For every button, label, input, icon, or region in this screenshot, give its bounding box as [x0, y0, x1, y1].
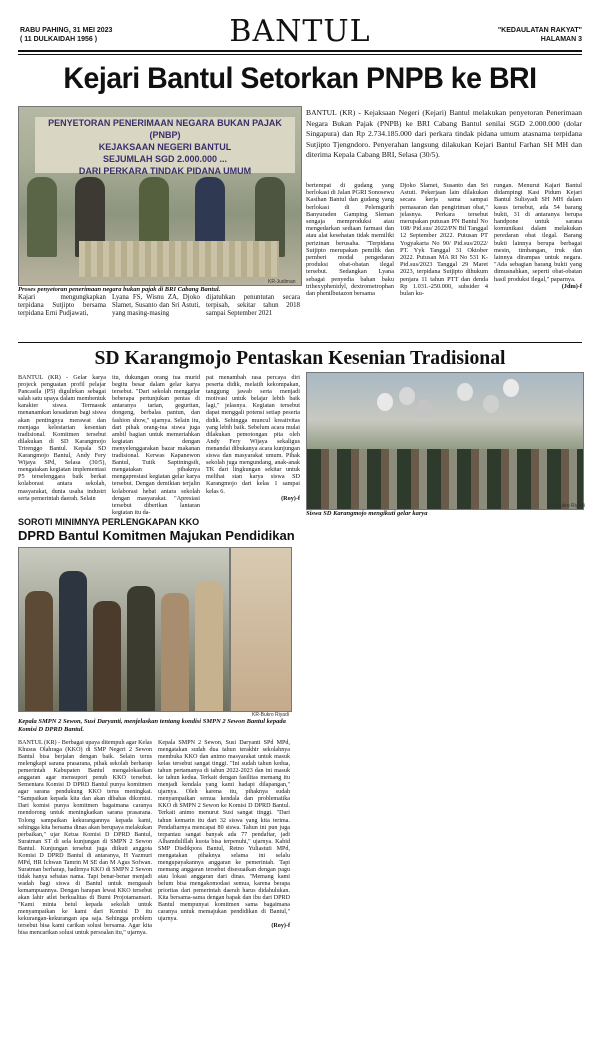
article1-lead-text: BANTUL (KR) - Kejaksaan Negeri (Kejari) Bantul melakukan penyetoran Penerimaan Negara Bukan Pajak (PNPB) ke BRI Cabang Bantul senilai SGD 2.000.000 (dolar Singapura) dan Rp 2.734.185.000 dari perkara tindak pidana umum atasnama terpidana Sutjipto Tjengndoro. Penyerahan langsung dilakukan Kejari Bantul Farhan SH MH dan diterima Kepala Cabang BRI, Selasa (30/5).: [306, 108, 582, 159]
photo-crowd: [307, 449, 583, 509]
article2-sign: (Roy)-f: [281, 494, 300, 502]
photo-person: [161, 593, 189, 711]
photo-person: [93, 601, 121, 711]
article3-sign: (Roy)-f: [271, 923, 290, 930]
article1-col2-text: Lyana FS, Wisnu ZA, Djoko Slamet, Susanto dan Sri Astuti, yang masing-masing: [112, 294, 200, 318]
photo-dprd-visit: [18, 547, 230, 712]
issue-date-hijri: ( 11 DULKAIDAH 1956 ): [20, 36, 98, 43]
article1-col3: [206, 294, 300, 318]
photo-person: [127, 586, 155, 711]
paper-name: "KEDAULATAN RAKYAT": [497, 27, 582, 34]
article1-col6-text: rungan. Menurut Kajari Bantul didampingi Kasi Pidum Kejari Bantul Sulisyadi SH MH dalam kasus tersebut, ada 54 barang bukti, 31 di antaranya berupa handpone untuk sarana komunikasi dalam melakukan peredaran obat ilegal. Barang bukti lainnya berupa berbagai mesin, timbangan, truk dan lainnya dirampas untuk negara. "Ada sebagian barang bukti yang dimusnahkan, seperti obat-obatan hasil produksi ilegal," paparnya.: [494, 182, 582, 283]
photo-credit-sd: KR-Bukro Riyadi: [548, 503, 585, 509]
article1-col6: [494, 182, 582, 290]
photo-balloon: [377, 393, 393, 411]
photo-banner-line: SEJUMLAH SGD 2.000.000 ...: [102, 154, 228, 164]
photo-person: [27, 177, 57, 257]
headline-kejari: Kejari Bantul Setorkan PNPB ke BRI: [63, 62, 537, 95]
article2-col2: [112, 374, 200, 516]
photo-balloon: [503, 379, 519, 397]
header-rule: [18, 50, 582, 52]
kicker-kko: SOROTI MINIMNYA PERLENGKAPAN KKO: [18, 517, 200, 527]
photo-balloon: [399, 387, 415, 405]
issue-date-gregorian: RABU PAHING, 31 MEI 2023: [20, 27, 113, 34]
photo-balloon: [483, 395, 499, 413]
photo-person: [195, 581, 223, 711]
photo-caption-dprd: Kepala SMPN 2 Sewon, Susi Daryanti, menjelaskan tentang kondisi SMPN 2 Sewon Bantul kepada Komisi D DPRD Bantul.: [18, 718, 286, 733]
article1-col5: [400, 182, 488, 297]
issue-date: [20, 26, 112, 44]
article3-col1: [18, 740, 152, 937]
article2-col1: [18, 374, 106, 502]
photo-banner: [35, 117, 295, 176]
section-title: BANTUL: [229, 14, 371, 49]
photo-caption-kejari: Proses penyetoran penerimaan negara bukan pajak di BRI Cabang Bantul.: [18, 286, 221, 293]
article2-col2-text: itu, dukungan orang tua murid begitu besar dalam gelar karya tersebut. "Dari sekolah menggelar beberapa pertunjukan pentas di antaranya tarian, geguritan, dongeng, berbalas pantun, dan fashion show," ujarnya. Selain itu, dari pihak orang-tua siswa juga ambil bagian untuk memeriahkan kegiatan dengan menyelenggarakan bazar makanan tradisional. Kerwas Kapanewon Bantul, Tutik Saptiningsih, mengatakan pihaknya mengapresiasi kegiatan gelar karya tersebut. Dengan demikian terjalin kolaborasi hebat antara sekolah dengan masyarakat. "Apresiasi tersebut diberikan lantaran kegiatan itu da-: [112, 374, 200, 516]
photo-pnbp-handover: [18, 106, 302, 286]
article2-col3-text: pat menambah rasa percaya diri peserta didik, melatih kekompakan, tanggung jawab serta menjadi motivasi untuk belajar lebih baik lagi," jelasnya. Kegiatan tersebut dapat menggali potensi setiap peserta didik. Sehingga muncul kreativitas yang lebih baik. Sebelum acara mulai dilakukan pemotongan pita oleh Andy Fery Wijaya sekaligus menandai dibukanya acara kunjungan siswa dan masyarakat umum. Pihak sekolah juga mengundang, anak-anak TK dari lingkungan sekitar untuk melihat stan karya siswa SD Karangmojo dari kelas 1 sampai kelas 6.: [206, 374, 300, 495]
photo-school-event: [306, 372, 584, 510]
article1-sign: (Jdm)-f: [561, 282, 582, 290]
section-divider: [18, 342, 582, 343]
article1-col2: [112, 294, 200, 318]
photo-balloon: [457, 383, 473, 401]
paper-info: [498, 26, 582, 44]
photo-banner-line: PENYETORAN PENERIMAAN NEGARA BUKAN PAJAK (PNBP): [48, 118, 282, 140]
photo-credit-dprd: KR-Bukro Riyadi: [252, 712, 289, 718]
photo-caption-sd: Siswa SD Karangmojo mengikuti gelar karya: [306, 510, 428, 517]
headline-sd-karangmojo: SD Karangmojo Pentaskan Kesenian Tradisional: [94, 347, 506, 369]
article3-col1-text: BANTUL (KR) - Berbagai upaya ditempuh agar Kelas Khusus Olahraga (KKO) di SMP Negeri 2 Sewon Bantul bisa berjalan dengan baik. Selain terus melengkapi sarana prasarana, pihak sekolah berharap pemerintah Kabupaten Bantul mengalokasikan anggaran agar mensuport penuh KKO tersebut. Sementara Komisi D DPRD Bantul punya komitmen agar sarana pendukung KKO terus meningkat. "Sampaikan kepada kita dan akan dibahas dikomisi. Dari komisi punya komitmen bagaimana caranya mendorong untuk meningkatkan sarana prasarana. Tolong sampaikan kekurangannya kepada kami, sehingga kita bersama dinas akan berupaya melakukan perbaikan," ujar Ketua Komisi D DPRD Bantul, Suratman ST di sela kunjungan di SMPN 2 Sewon Bantul. Kunjungan tersebut juga diikuti anggota Komisi D DPRD Bantul di antaranya, H Yazmuri MPd, HR Ichwan Tamrin M SE dan M Agus Sofwan. Suratman berharap, hadirnya KKO di SMPN 2 Sewon tidak hanya sebatas nama. Tapi benar-benar menjadi wadah bagi siswa di Bantul untuk mengasah kemampuannya. Dengan harapan lewat KKO tersebut akan lahir atlet berkualitas di Bumi Projotamansari. "Kami minta betul kepada sekolah untuk menyampaikan ke kami dari Komisi D itu kekurangan-kekurangan apa saja. Sehingga problem tersebut bisa kami carikan solusi bersama. Agar kita bisa mencarikan solusi untuk persoalan itu," ujarnya.: [18, 740, 152, 937]
page-number: HALAMAN 3: [540, 36, 582, 43]
photo-cash-stacks: [79, 241, 279, 277]
photo-principal: [230, 547, 292, 712]
article1-col1: [18, 294, 106, 318]
article1-col3-text: dijatuhkan penuntutan secara terpisah, sekitar tahun 2018 sampai September 2021: [206, 294, 300, 318]
photo-person: [59, 571, 87, 711]
article1-col4: [306, 182, 394, 297]
article3-col2-text: Kepala SMPN 2 Sewon, Susi Daryanti SPd MPd, mengatakan sudah dua tahun terakhir sekolahnya membuka KKO dan animo masyarakat untuk masuk kelas tersebut sangat tinggi. "Ini sudah tahun kedua, tahun pertamanya di tahun 2022-2023 dan ini masuk ke tahun kedua. Terkait dengan fasilitas memang itu menjadi kendala yang kami hadapi dilapangan," ujarnya. Oleh karena itu, pihaknya sudah menyampaikan semua kendala dan problematika KKO di SMPN 2 Sewon ke Komisi D DPRD Bantul. Terkait animo menurut Susi sangat tinggi. "Dari tahun kemarin itu dari 32 siswa yang kita terima. Pendaftarnya mencapai 80 siswa. Tahun ini pun juga terpantau sangat banyak ada 77 pendaftar, jadi Alhamdulillah kuota bisa terpenuhi," ujarnya. Kabid SMP Disdikpora Bantul, Retno Yuliastuti MPd, mengatakan pihaknya selama ini selalu mengupayakannya anggaran ke pemerintah. Tapi memang anggaran tersebut disesuaikan dengan pagu atau lokasi anggaran dari dinas. "Memang kami belum bisa mengakomodasi semua, karena berapa prioritas dari pemerintah daerah harus didahulukan. Kita bersama-sama dengan bapak dan ibu dari DPRD Bantul mempunyai komitmen sama bagaimana caranya untuk memajukan pendidikan di Bantul," ujarnya.: [158, 740, 290, 923]
photo-banner-line: KEJAKSAAN NEGERI BANTUL: [98, 142, 232, 152]
photo-banner-line: DARI PERKARA TINDAK PIDANA UMUM: [78, 166, 252, 176]
article1-col1-text: Kajari mengungkapkan terpidana Sutjipto bersama terpidana Erni Pudjawati,: [18, 294, 106, 318]
article2-col3: [206, 374, 300, 502]
photo-person: [25, 591, 53, 711]
article3-col2: [158, 740, 290, 930]
article1-col5-text: Djoko Slamet, Susanto dan Sri Astuti. Pekerjaan lain dilakukan secara kerja sama sampai pemasaran dan pengiriman obat," jelasnya. Perkara tersebut merupakan putusan PN Bantul No 108/ Pid.sus/ 2022/PN Btl Tanggal 12 September 2022. Putusan PT Yogyakarta No 90/ Pid.sus/2022/ PT. Yyk Tanggal 31 Oktober 2022. Putusan MA RI No 531 K-Pid.sus/2023 Tanggal 29 Maret 2023, terpidana Sutjipto dihukum penjara 11 tahun PTT dan denda Rp 1.031.-250.000, subsider 4 bulan ku-: [400, 182, 488, 298]
photo-balloon: [417, 399, 433, 417]
header-rule-thin: [18, 54, 582, 55]
article1-col4-text: bertempat di gudang yang berlokasi di Jalan PGRI Sonosewu Kasihan Bantul dan gudang yang berlokasi di Pelemgurih Banyuraden Gamping Sleman sengaja memproduksi atau mengedarkan sediaan farmasi dan atau alat kesehatan tidak memiliki perizinan berusaha. "Terpidana Sutjipto merupakan pemilik dan pemberi modal pengedaran produksi obat-obatan ilegal tersebut. Sedangkan Lyana sebagai penyedia bahan baku trihexyphenidyl, dextrometrophan dan phenilbutazon bersama: [306, 182, 394, 298]
article1-lead: [306, 108, 582, 161]
article2-col1-text: BANTUL (KR) - Gelar karya projeck penguatan profil pelajar Pancasila (P5) digulirkan sebagai salah satu upaya dalam membentuk karakter siswa. Termasuk menanamkan kesadaran bagi siswa akan pentingnya merawat dan menjaga kelestarian kesenian tradisional. Komitmen tersebut dilakukan di SD Karangmojo Trirenggo Bantul. Kepala SD Karangmojo Bantul, Andy Fery Wijaya SPd, Selasa (30/5), mengatakan kegiatan implementasi P5 terselenggara baik berkat kolaborasi antara sekolah, masyarakat, dunia usaha industri serta pemerintah daerah. Selain: [18, 374, 106, 502]
photo-credit-kejari: KR-Judiman: [268, 279, 296, 285]
headline-dprd: DPRD Bantul Komitmen Majukan Pendidikan: [18, 528, 295, 543]
